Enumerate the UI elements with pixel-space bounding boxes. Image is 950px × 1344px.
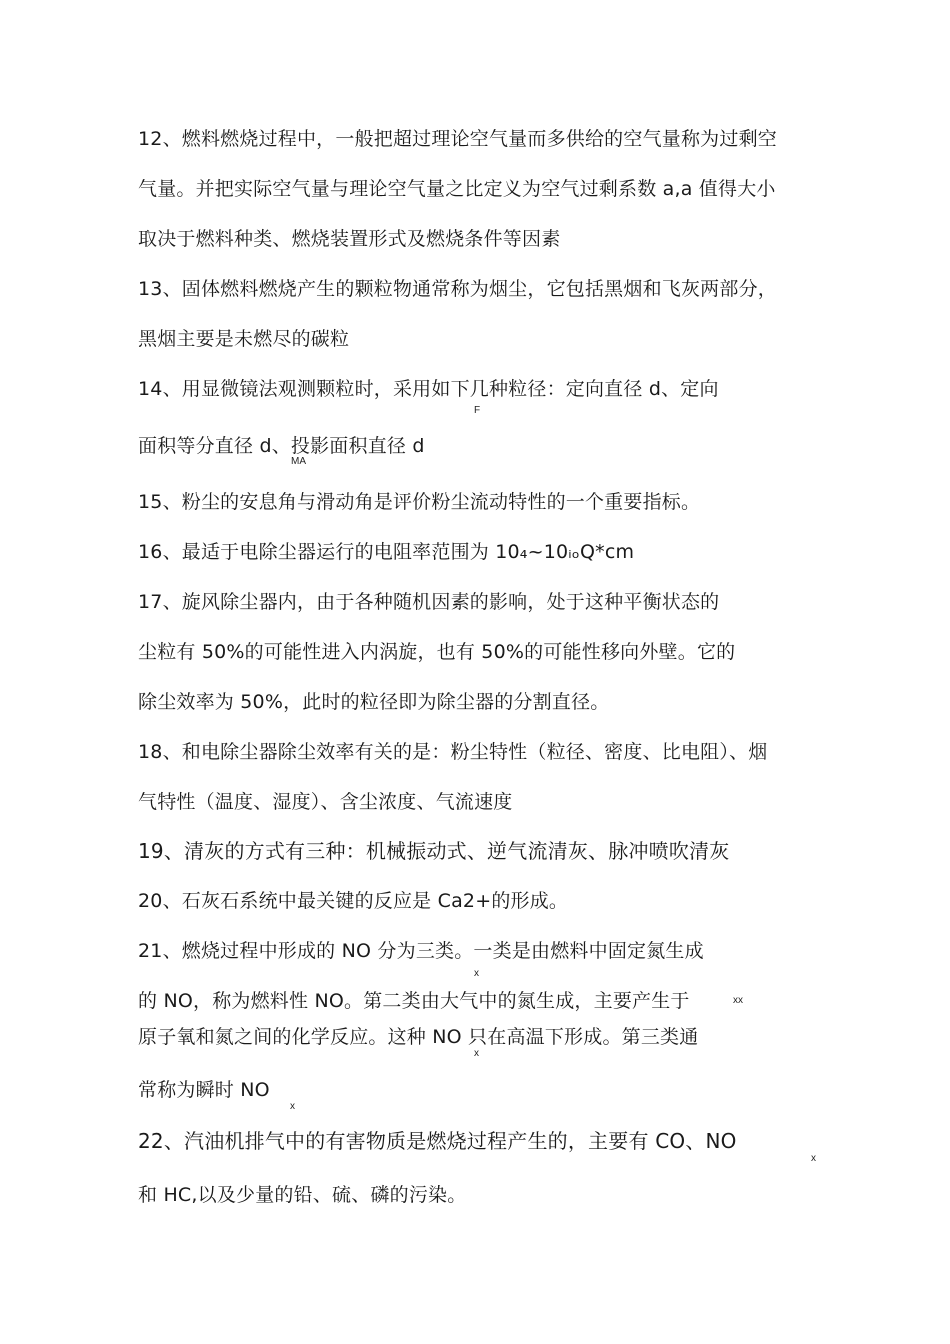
subscript-f: F [474,405,481,416]
text-line-12c: 取决于燃料种类、燃烧装置形式及燃烧条件等因素 [138,228,561,250]
subscript-x-2: x [474,1048,479,1059]
subscript-x-4: x [811,1153,816,1164]
text-line-22b: 和 HC,以及少量的铅、硫、磷的污染。 [138,1184,467,1206]
text-line-21a: 21、燃烧过程中形成的 NO 分为三类。一类是由燃料中固定氮生成 [138,940,704,962]
subscript-x-3: x [290,1101,295,1112]
text-line-17a: 17、旋风除尘器内，由于各种随机因素的影响，处于这种平衡状态的 [138,591,720,613]
text-line-13a: 13、固体燃料燃烧产生的颗粒物通常称为烟尘，它包括黑烟和飞灰两部分， [138,278,777,300]
text-line-21b: 的 NO，称为燃料性 NO。第二类由大气中的氮生成，主要产生于 [138,990,690,1012]
text-line-12b: 气量。并把实际空气量与理论空气量之比定义为空气过剩系数 a,a 值得大小 [138,178,776,200]
subscript-x-1: x [474,968,479,979]
text-line-12a: 12、燃料燃烧过程中，一般把超过理论空气量而多供给的空气量称为过剩空 [138,128,777,150]
text-line-17b: 尘粒有 50%的可能性进入内涡旋，也有 50%的可能性移向外壁。它的 [138,641,736,663]
text-line-16: 16、最适于电除尘器运行的电阻率范围为 10₄~10ᵢₒQ*cm [138,541,635,563]
text-line-14a: 14、用显微镜法观测颗粒时，采用如下几种粒径：定向直径 d、定向 [138,378,719,400]
text-line-14b: 面积等分直径 d、投影面积直径 d [138,435,425,457]
text-line-18a: 18、和电除尘器除尘效率有关的是：粉尘特性（粒径、密度、比电阻）、烟 [138,741,768,763]
text-line-13b: 黑烟主要是未燃尽的碳粒 [138,328,350,350]
text-line-17c: 除尘效率为 50%，此时的粒径即为除尘器的分割直径。 [138,691,610,713]
text-line-20: 20、石灰石系统中最关键的反应是 Ca2+的形成。 [138,890,569,912]
text-line-22a: 22、汽油机排气中的有害物质是燃烧过程产生的，主要有 CO、NO [138,1129,737,1153]
text-line-19: 19、清灰的方式有三种：机械振动式、逆气流清灰、脉冲喷吹清灰 [138,839,730,863]
text-line-18b: 气特性（温度、湿度）、含尘浓度、气流速度 [138,791,513,813]
text-line-21d: 常称为瞬时 NO [138,1079,270,1101]
subscript-ma: MA [291,456,306,467]
subscript-xx: xx [733,995,743,1006]
text-line-15: 15、粉尘的安息角与滑动角是评价粉尘流动特性的一个重要指标。 [138,491,701,513]
text-line-21c: 原子氧和氮之间的化学反应。这种 NO 只在高温下形成。第三类通 [138,1026,699,1048]
